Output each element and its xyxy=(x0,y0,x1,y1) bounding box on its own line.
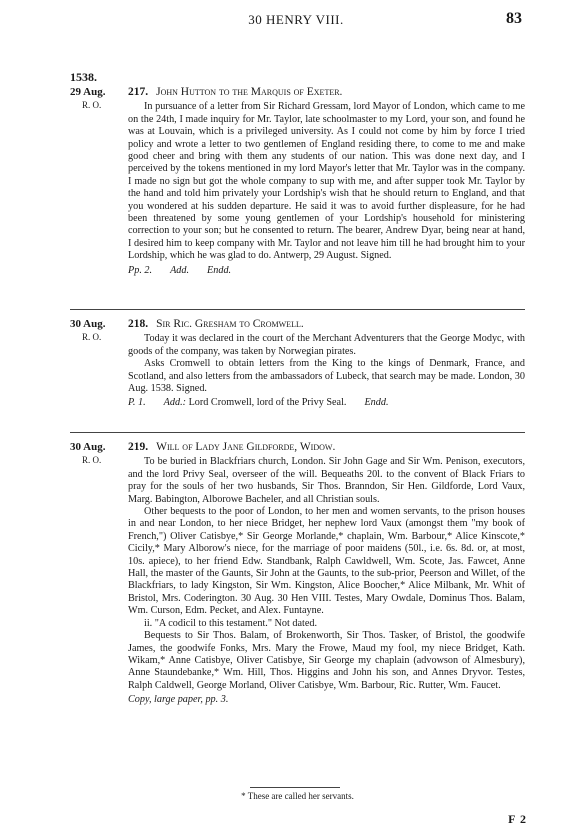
entry-body xyxy=(128,441,525,707)
note-endd: Endd. xyxy=(364,397,389,409)
entry-body xyxy=(128,318,525,410)
year-label: 1538. xyxy=(70,70,97,84)
entry-margin xyxy=(70,86,122,112)
entry-number: 219. xyxy=(128,441,149,453)
entry-paragraph: ii. "A codicil to this testament." Not dated. xyxy=(144,617,317,629)
footnote: * These are called her servants. xyxy=(241,791,354,801)
entry-margin xyxy=(70,441,122,467)
note-endd: Endd. xyxy=(207,264,232,276)
entry-margin xyxy=(70,318,122,344)
page-header xyxy=(70,12,522,34)
entry-note xyxy=(128,694,525,706)
entry-source: R. O. xyxy=(82,100,102,110)
entry-date: 30 Aug. xyxy=(70,441,106,453)
entry-title: Will of Lady Jane Gildforde, Widow. xyxy=(156,441,336,453)
entry-date: 29 Aug. xyxy=(70,86,106,98)
entry-title: John Hutton to the Marquis of Exeter. xyxy=(156,86,343,98)
running-title: 30 HENRY VIII. xyxy=(248,12,344,27)
entry-note xyxy=(128,397,525,409)
page-number: 83 xyxy=(506,10,522,27)
entry-heading xyxy=(128,441,525,453)
entry-paragraph: Today it was declared in the court of the Merchant Adventurers that the George Modyc, with goods of the company, was taken by Norwegian pirates. xyxy=(128,333,525,357)
section-divider xyxy=(70,309,525,310)
entry-paragraph: In pursuance of a letter from Sir Richard Gressam, lord Mayor of London, which came to me on the 24th, I made inquiry for Mr. Taylor, late schoolmaster to my Lord, your son, and found he was at Louvain, which is a privileged university. As I could not come by him by force I tried policy and wrote a letter to two gentlemen of England residing there, to come to me and make good cheer and bring with them any students of our nation. This was done next day, and I perceived by the tokens mentioned in my lord Mayor's letter that Mr. Taylor was in the company. I made no sign but got the whole company to sup with me, and after supper took Mr. Taylor by the hand and told him privately your Lordship's wish that he should return to England, and that you wondered at his sudden departure. He said it was to avoid further displeasure, for he had been threatened by some young gentlemen of your Lordship's household for ministering correction to your son; but he consented to return. The bearer, Andrew Dyar, being near at hand, I desired him to keep company with Mr. Taylor and not leave him till he had brought him to your Lordship, which he was glad to do. Antwerp, 29 August. Signed. xyxy=(128,101,525,262)
entry-title: Sir Ric. Gresham to Cromwell. xyxy=(156,318,304,330)
entry-body xyxy=(128,86,525,277)
entry-source: R. O. xyxy=(82,455,102,465)
entry-paragraph: Asks Cromwell to obtain letters from the King to the kings of Denmark, France, and Scotland, and also letters from the ambassadors of Lubeck, that search may be made. London, 30 Aug. 1538. Signed. xyxy=(128,358,525,395)
entry-heading xyxy=(128,86,525,98)
note-pages: P. 1. xyxy=(128,397,146,409)
entry-note xyxy=(128,265,525,277)
entry-date: 30 Aug. xyxy=(70,318,106,330)
entry-number: 217. xyxy=(128,86,149,98)
note-pages: Pp. 2. xyxy=(128,264,153,276)
entry-paragraph: To be buried in Blackfriars church, London. Sir John Gage and Sir Wm. Penison, executors, and the lord Privy Seal, overseer of the will. Bequeaths 20l. to the convent of Black Friars to pray for the souls of her two husbands, Sir Thos. Branndon, Sir Hen. Gildforde, Lord Vaux, Marg. Babington, Alborowe Bacheler, and all Christian souls. xyxy=(128,456,525,505)
footnote-divider xyxy=(250,787,340,788)
section-divider xyxy=(70,432,525,433)
note-add: Add.: xyxy=(163,397,187,409)
note-addressee: Lord Cromwell, lord of the Privy Seal. xyxy=(188,397,347,409)
entry-source: R. O. xyxy=(82,332,102,342)
entry-paragraph: Other bequests to the poor of London, to her men and women servants, to the prison houses in and near London, to her niece Bridget, her nephew lord Vaux (amongst them "my book of French,") Oliver Catisbye,* Sir George Morlande,* chaplain, Wm. Barbour,* Alice Kinscote,* Cicily,* Mary Alborow's niece, for the marriage of poor maidens (50l., i.e. 6s. 8d. or, at most, 10s. apiece), to her friend Edw. Standbank, Ralph Cawldwell, Wm. Scote, Jas. Fawcet, Anne Hall, the master of the Gaunts, Sir John at the Gaunts, to the sub-prior, Peerson and Willet, of the Blackfriars, to lady Kingston, Sir Wm. Kingston, Alice Boocher,* Alice Milbank, Mr. Whit of Bristol, Mrs. Coderington. 30 Aug. 30 Hen VIII. Testes, Mary Owdale, Dominus Thos. Balam, Wm. Curson, Edm. Pecket, and Alex. Funtayne. xyxy=(128,506,525,617)
signature-mark: F 2 xyxy=(508,812,527,826)
entry-number: 218. xyxy=(128,318,149,330)
note-pages: Copy, large paper, pp. 3. xyxy=(128,694,229,706)
note-add: Add. xyxy=(170,264,190,276)
entry-paragraph: Bequests to Sir Thos. Balam, of Brokenworth, Sir Thos. Tasker, of Bristol, the goodwife James, the goodwife Fonks, Mrs. Mary the Frowe, Maud my fool, my niece Bridget, Kath. Wikam,* Anne Catisbye, Oliver Catisbye, Sir George my chaplain (advowson of Almesbury), Anne Staundebanke,* Wm. Hill, Thos. Higgins and John his son, and Annes Dryvor. Testes, Ralph Caldwell, George Morland, Oliver Catisbye, Wm. Barbour, Ric. Rutter, Wm. Faucet. xyxy=(128,630,525,691)
entry-heading xyxy=(128,318,525,330)
